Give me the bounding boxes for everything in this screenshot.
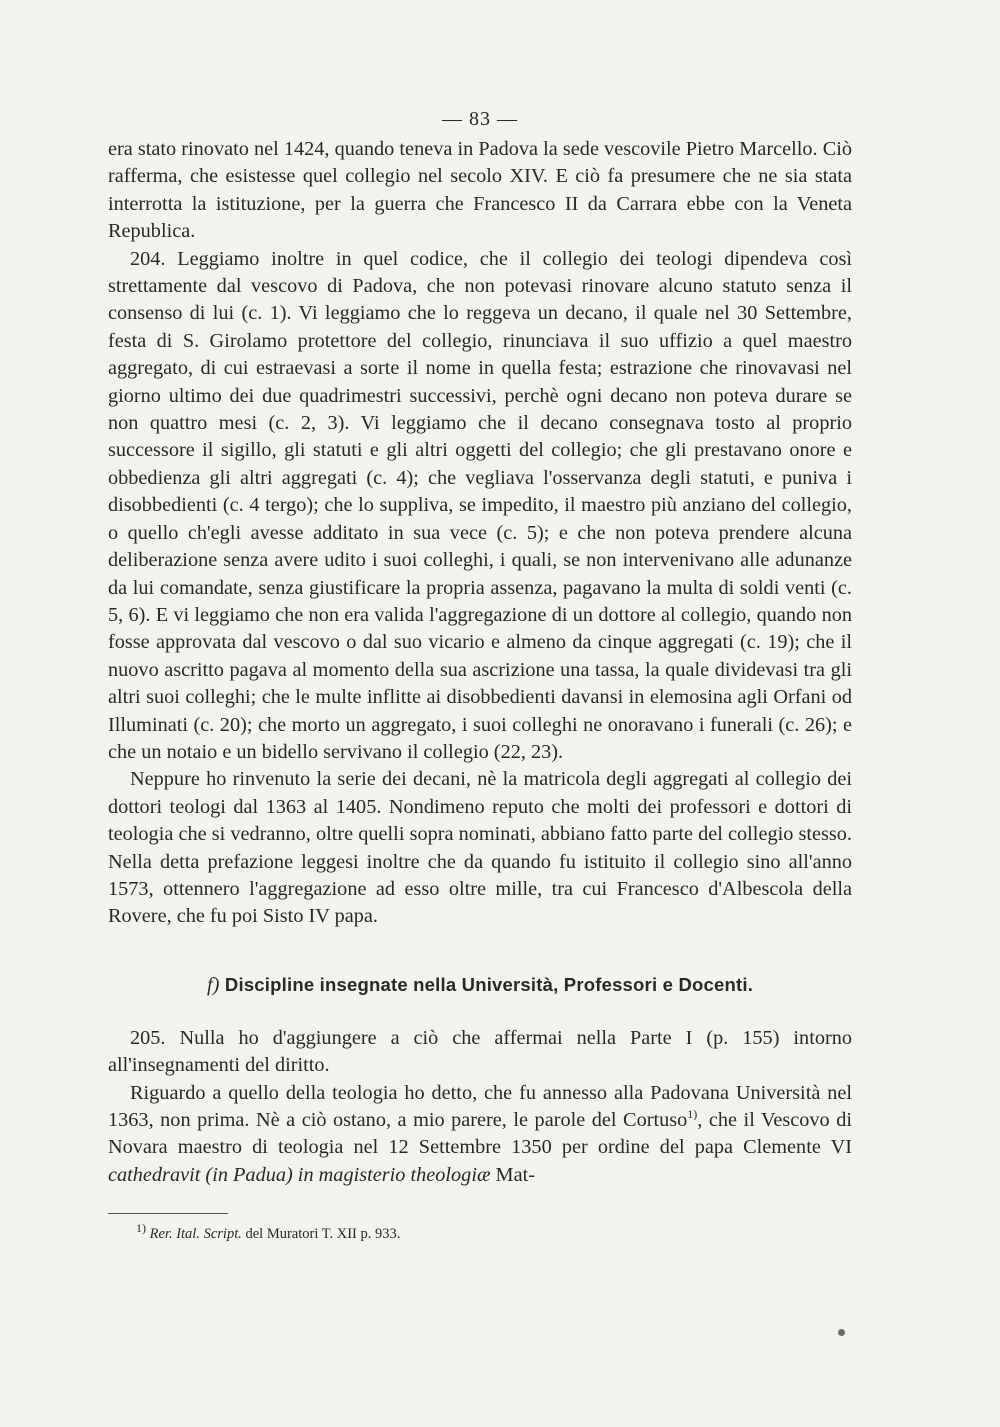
paragraph-teologia-text-a: Riguardo a quello della teologia ho detto, che fu annesso alla Padovana Università nel 1363, non prima. Nè a ciò ostano, a mio parere, le parole del Cortuso	[108, 1081, 852, 1131]
section-letter: f)	[206, 973, 220, 996]
section-heading	[108, 973, 852, 1025]
page-number: — 83 —	[442, 108, 518, 130]
footnote-mark: 1)	[136, 1221, 146, 1236]
paragraph-204: 204. Leggiamo inoltre in quel codice, che il collegio dei teologi dipendeva così strettamente dal vescovo di Padova, che non potevasi rinovare alcuno statuto senza il consenso di lui (c. 1). Vi leggiamo che lo reggeva un decano, il quale nel 30 Settembre, festa di S. Girolamo protettore del collegio, rinunciava il suo uffizio a quel maestro aggregato, di cui estraevasi a sorte il nome in quella festa; estrazione che rinovavasi nel giorno ultimo dei due quadrimestri successivi, perchè ogni decano non poteva durare se non quattro mesi (c. 2, 3). Vi leggiamo che il decano consegnava tosto al proprio successore il sigillo, gli statuti e gli altri oggetti del collegio; che gli prestavano onore e obbedienza gli altri aggregati (c. 4); che vegliava l'osservanza degli statuti, e puniva i disobbedienti (c. 4 tergo); che lo suppliva, se impedito, il maestro più anziano del collegio, o quello ch'egli avesse additato in sua vece (c. 5); e che non poteva prendere alcuna deliberazione senza avere udito i suoi colleghi, i quali, se non intervenivano alle adunanze da lui comandate, senza giustificare la propria assenza, pagavano la multa di soldi venti (c. 5, 6). E vi leggiamo che non era valida l'aggregazione di un dottore al collegio, quando non fosse approvata dal vescovo o dal suo vicario e almeno da cinque aggregati (c. 19); che il nuovo ascritto pagava al momento della sua ascrizione una tassa, la quale dividevasi tra gli altri suoi colleghi; che le multe inflitte ai disobbedienti davansi in elemosina agli Orfani od Illuminati (c. 20); che morto un aggregato, i suoi colleghi ne onoravano i funerali (c. 26); e che un notaio e un bidello servivano il collegio (22, 23).	[108, 247, 852, 763]
paragraph-decani: Neppure ho rinvenuto la serie dei decani, nè la matricola degli aggregati al collegio dei dottori teologi dal 1363 al 1405. Nondimeno reputo che molti dei professori e dottori di teologia che si vedranno, oltre quelli sopra nominati, abbiano fatto parte del collegio stesso. Nella detta prefazione leggesi inoltre che da quando fu istituito il collegio sino all'anno 1573, ottennero l'aggregazione ad esso oltre mille, tra cui Francesco d'Albescola della Rovere, che fu poi Sisto IV papa.	[108, 768, 852, 928]
paragraph-205: 205. Nulla ho d'aggiungere a ciò che affermai nella Parte I (p. 155) intorno all'insegnamenti del diritto.	[108, 1026, 852, 1077]
paragraph-teologia-text-c: Mat-	[490, 1163, 535, 1186]
footnote-divider	[108, 1213, 228, 1214]
ink-speck	[838, 1329, 845, 1336]
section-title: Discipline insegnate nella Università, Professori e Docenti.	[224, 973, 754, 995]
paragraph-teologia	[108, 1080, 852, 1190]
footnote	[108, 1221, 528, 1244]
footnote-text: del Muratori T. XII p. 933.	[241, 1226, 401, 1242]
main-text	[108, 136, 852, 1189]
paragraph-teologia-text-b: , che il Vescovo di Novara maestro di teologia nel 12 Settembre 1350 per ordine del papa Clemente VI	[108, 1109, 853, 1159]
latin-quote: cathedravit (in Padua) in magisterio theologiæ	[108, 1163, 491, 1186]
paragraph-1: era stato rinovato nel 1424, quando teneva in Padova la sede vescovile Pietro Marcello. Ciò rafferma, che esistesse quel collegio nel secolo XIV. E ciò fa presumere che ne sia stata interrotta la istituzione, per la guerra che Francesco II da Carrara ebbe con la Veneta Republica.	[108, 138, 852, 243]
footnote-reference: 1)	[687, 1107, 698, 1122]
footnote-source: Rer. Ital. Script.	[149, 1226, 242, 1242]
